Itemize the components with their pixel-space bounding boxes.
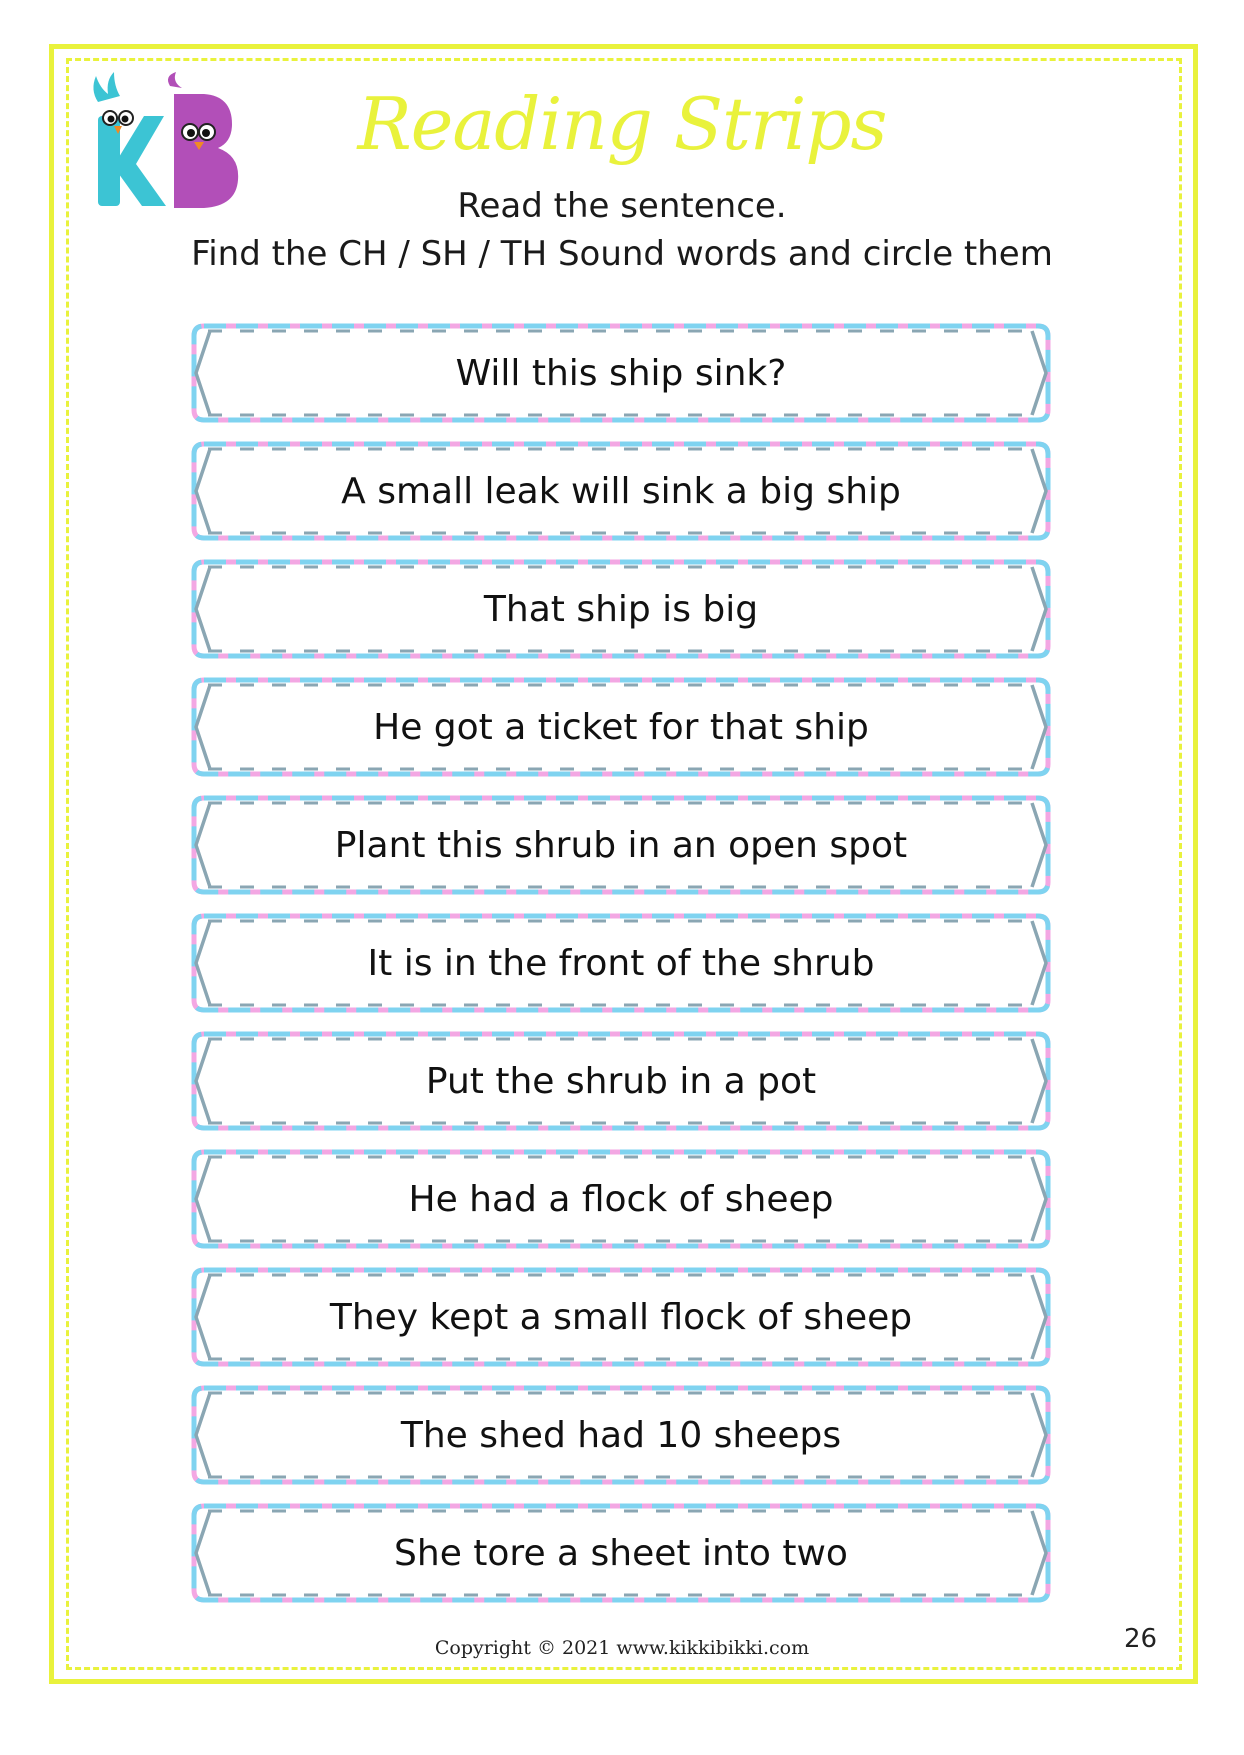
reading-strip [190, 1266, 1052, 1368]
strip-sentence: They kept a small flock of sheep [329, 1296, 913, 1338]
reading-strip [190, 794, 1052, 896]
strip-sentence: She tore a sheet into two [394, 1532, 848, 1574]
reading-strip [190, 912, 1052, 1014]
copyright-text: Copyright © 2021 www.kikkibikki.com [434, 1637, 810, 1659]
reading-strip [190, 1384, 1052, 1486]
strip-sentence: It is in the front of the shrub [367, 942, 875, 984]
reading-strip [190, 676, 1052, 778]
strip-sentence: He had a flock of sheep [408, 1178, 834, 1220]
strip-sentence: A small leak will sink a big ship [341, 470, 901, 512]
reading-strip [190, 322, 1052, 424]
page-number: 26 [1124, 1624, 1158, 1654]
strip-sentence: That ship is big [483, 588, 759, 630]
strip-sentence: The shed had 10 sheeps [400, 1414, 842, 1456]
strip-sentence: Put the shrub in a pot [425, 1060, 817, 1102]
strip-sentence: Plant this shrub in an open spot [334, 824, 908, 866]
instruction-line-2: Find the CH / SH / TH Sound words and circle them [191, 234, 1053, 274]
page-title: Reading Strips [357, 82, 887, 166]
strip-sentence: He got a ticket for that ship [373, 706, 869, 748]
reading-strip [190, 1030, 1052, 1132]
reading-strip [190, 440, 1052, 542]
reading-strip [190, 1502, 1052, 1604]
reading-strip [190, 1148, 1052, 1250]
reading-strip [190, 558, 1052, 660]
strip-sentence: Will this ship sink? [455, 352, 787, 394]
instruction-line-1: Read the sentence. [457, 186, 787, 226]
reading-strips [190, 322, 1052, 1620]
